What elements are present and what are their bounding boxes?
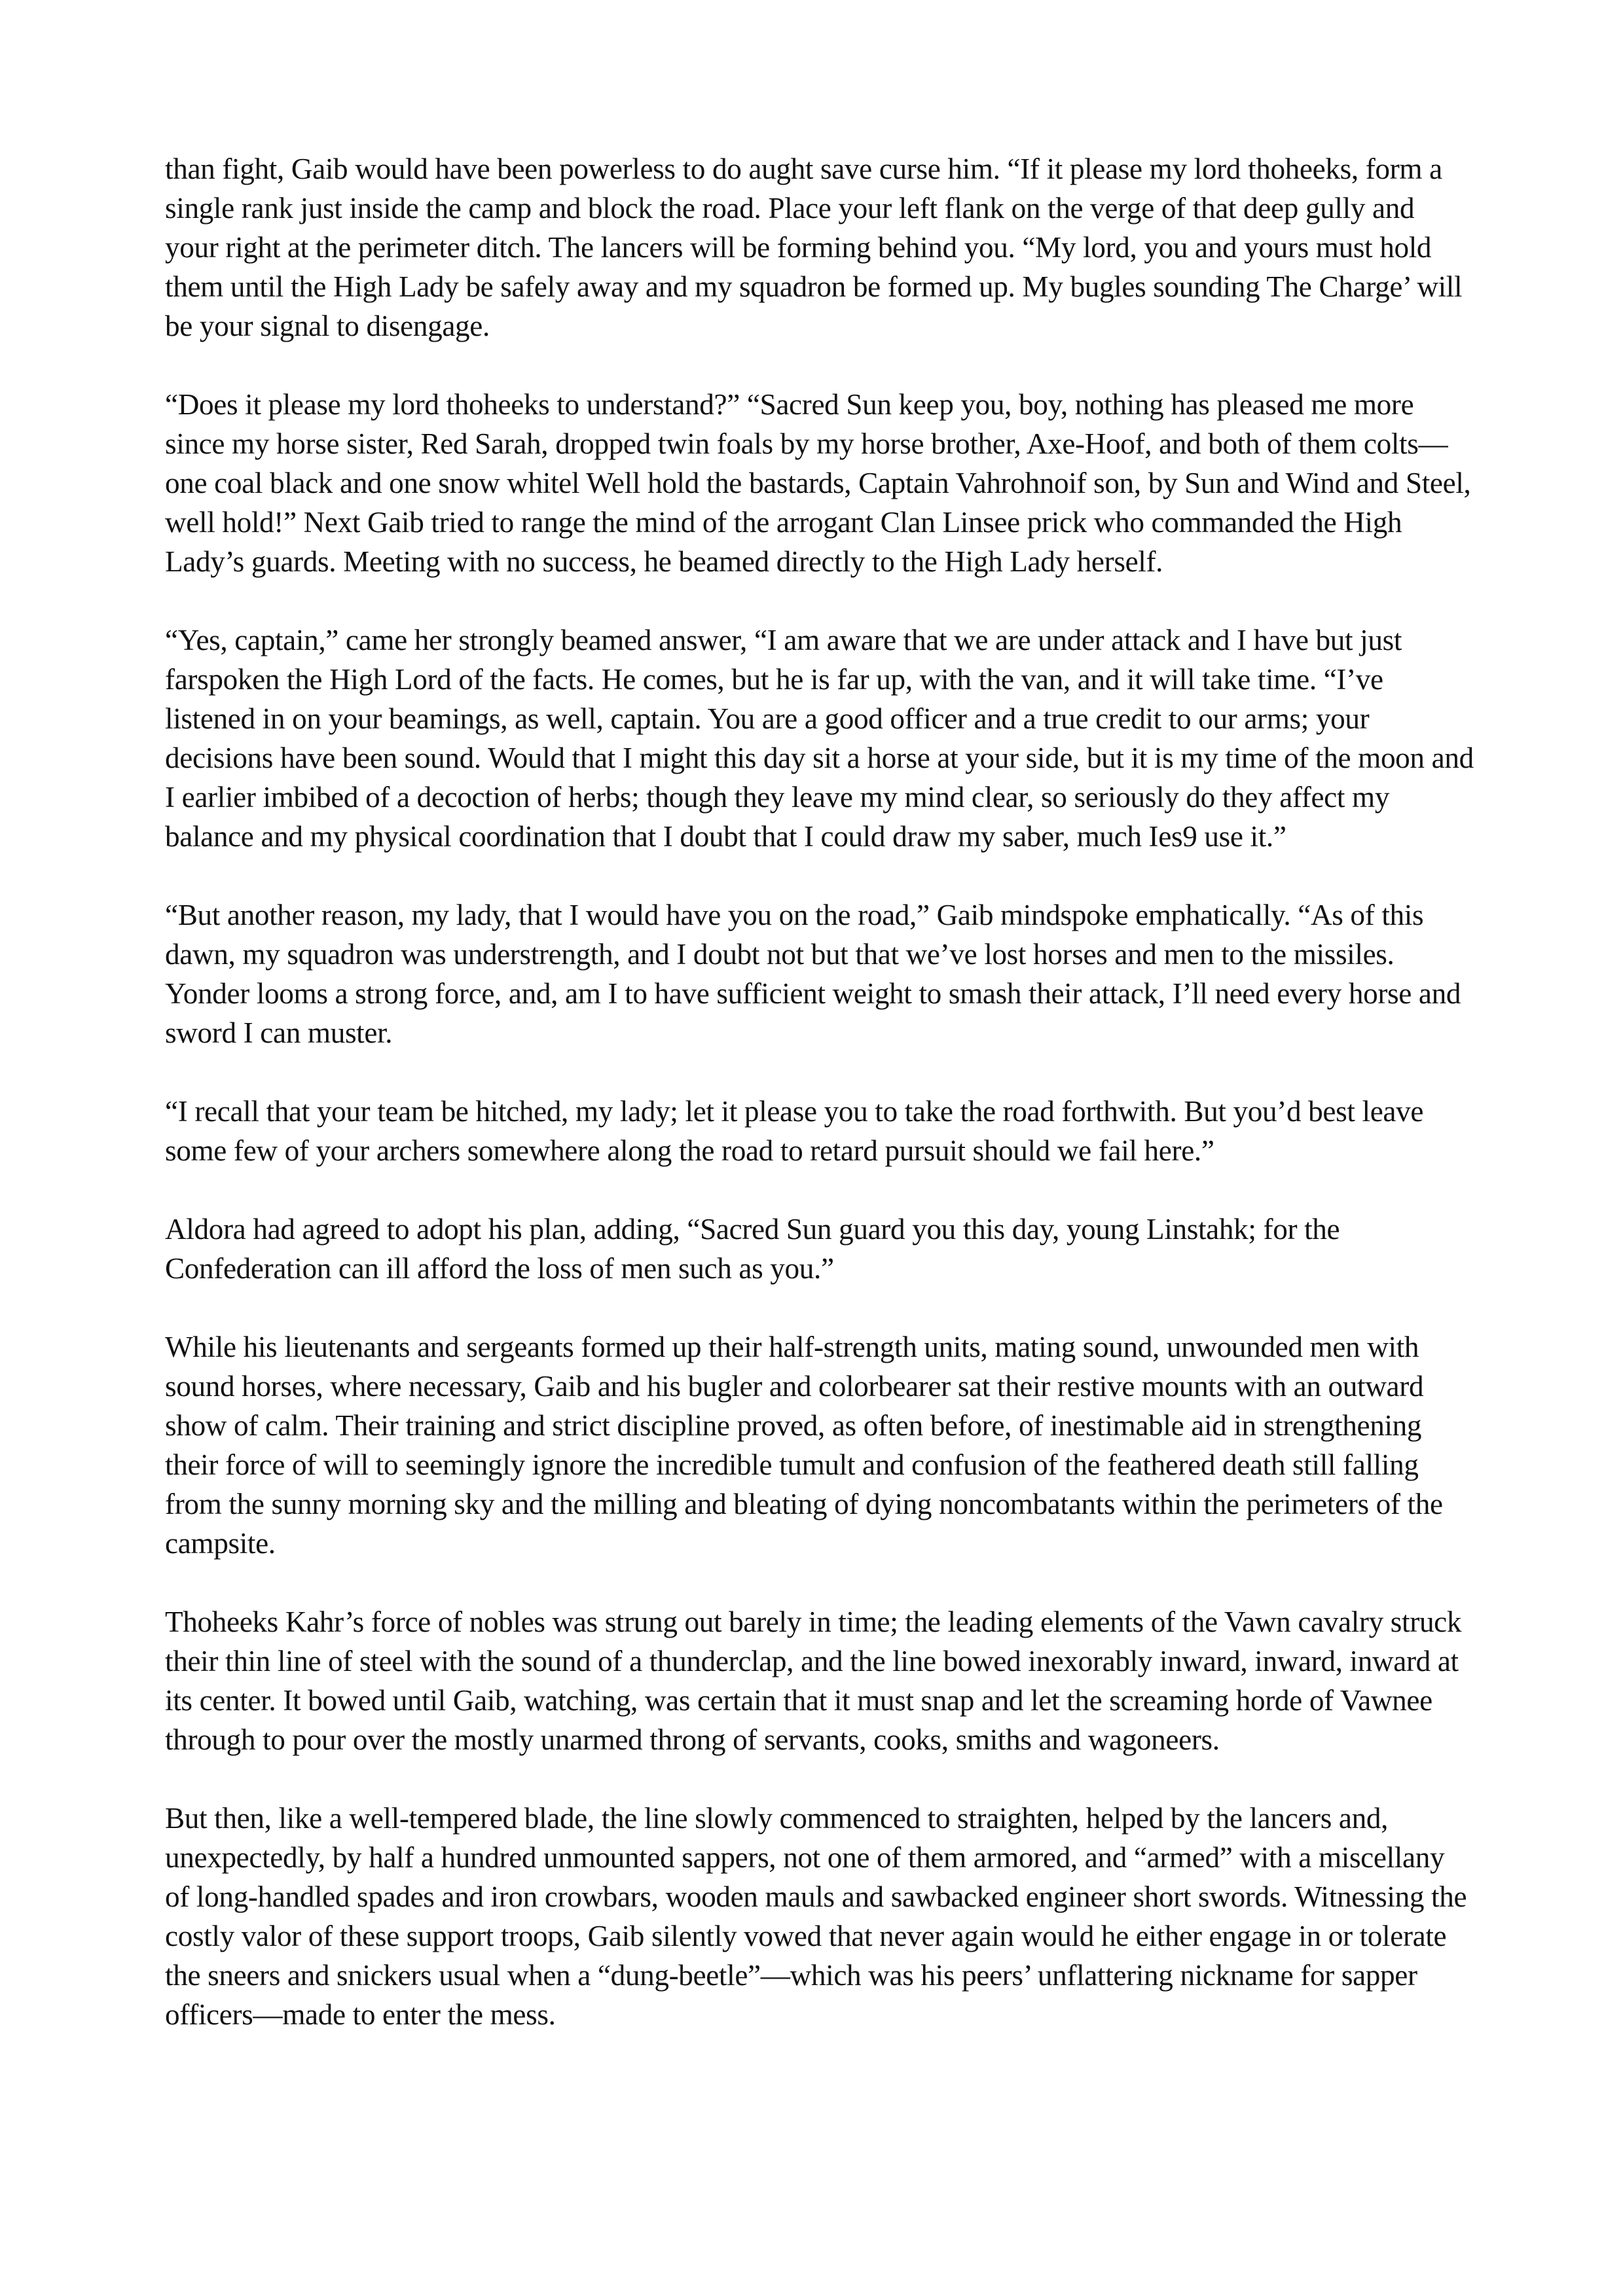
- paragraph-5: “I recall that your team be hitched, my lady; let it please you to take the road forthwith. But you’d best leave some few of your archers somewhere along the road to retard pursuit should we fail here.”: [165, 1095, 1424, 1167]
- paragraph-7: While his lieutenants and sergeants formed up their half-strength units, mating sound, unwounded men with sound horses, where necessary, Gaib and his bugler and colorbearer sat their restive mounts with an outward show of calm. Their training and strict discipline proved, as often before, of inestimable aid in strengthening their force of will to seemingly ignore the incredible tumult and confusion of the feathered death still falling from the sunny morning sky and the milling and bleating of dying noncombatants within the perimeters of the campsite.: [165, 1331, 1443, 1560]
- paragraph-9: But then, like a well-tempered blade, the line slowly commenced to straighten, helped by the lancers and, unexpectedly, by half a hundred unmounted sappers, not one of them armored, and “armed” with a miscellany of long-handled spades and iron crowbars, wooden mauls and sawbacked engineer short swords. Witnessing the costly valor of these support troops, Gaib silently vowed that never again would he either engage in or tolerate the sneers and snickers usual when a “dung-beetle”—which was his peers’ unflattering nickname for sapper officers—made to enter the mess.: [165, 1802, 1467, 2031]
- paragraph-3: “Yes, captain,” came her strongly beamed answer, “I am aware that we are under attack and I have but just farspoken the High Lord of the facts. He comes, but he is far up, with the van, and it will take time. “I’ve listened in on your beamings, as well, captain. You are a good officer and a true credit to our arms; your decisions have been sound. Would that I might this day sit a horse at your side, but it is my time of the moon and I earlier imbibed of a decoction of herbs; though they leave my mind clear, so seriously do they affect my balance and my physical coordination that I doubt that I could draw my saber, much Ies9 use it.”: [165, 624, 1474, 853]
- paragraph-4: “But another reason, my lady, that I would have you on the road,” Gaib mindspoke emphatically. “As of this dawn, my squadron was understrength, and I doubt not but that we’ve lost horses and men to the missiles. Yonder looms a strong force, and, am I to have sufficient weight to smash their attack, I’ll need every horse and sword I can muster.: [165, 899, 1461, 1049]
- paragraph-8: Thoheeks Kahr’s force of nobles was strung out barely in time; the leading elements of the Vawn cavalry struck their thin line of steel with the sound of a thunderclap, and the line bowed inexorably inward, inward, inward at its center. It bowed until Gaib, watching, was certain that it must snap and let the screaming horde of Vawnee through to pour over the mostly unarmed throng of servants, cooks, smiths and wagoneers.: [165, 1605, 1462, 1756]
- paragraph-2: “Does it please my lord thoheeks to understand?” “Sacred Sun keep you, boy, nothing has pleased me more since my horse sister, Red Sarah, dropped twin foals by my horse brother, Axe-Hoof, and both of them colts—one coal black and one snow whitel Well hold the bastards, Captain Vahrohnoif son, by Sun and Wind and Steel, well hold!” Next Gaib tried to range the mind of the arrogant Clan Linsee prick who commanded the High Lady’s guards. Meeting with no success, he beamed directly to the High Lady herself.: [165, 388, 1471, 578]
- document-page: [165, 149, 1474, 2034]
- paragraph-6: Aldora had agreed to adopt his plan, adding, “Sacred Sun guard you this day, young Linstahk; for the Confederation can ill afford the loss of men such as you.”: [165, 1213, 1340, 1285]
- paragraph-1: than fight, Gaib would have been powerless to do aught save curse him. “If it please my lord thoheeks, form a single rank just inside the camp and block the road. Place your left flank on the verge of that deep gully and your right at the perimeter ditch. The lancers will be forming behind you. “My lord, you and yours must hold them until the High Lady be safely away and my squadron be formed up. My bugles sounding The Charge’ will be your signal to disengage.: [165, 152, 1463, 342]
